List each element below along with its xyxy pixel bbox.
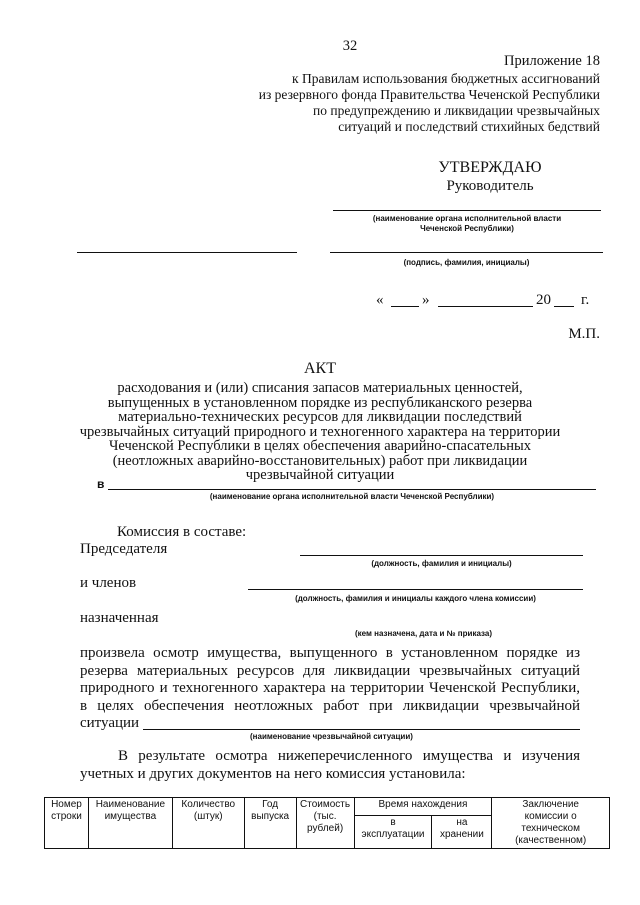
chairman-label: Председателя <box>80 541 168 557</box>
header-time-use <box>354 816 432 849</box>
header-text: Номер <box>51 799 82 810</box>
header-year <box>244 798 296 849</box>
situation-line <box>143 729 580 730</box>
header-text: в <box>390 817 396 829</box>
day-blank <box>391 306 419 307</box>
situation-prefix: ситуации <box>80 715 140 731</box>
header-number <box>45 798 89 849</box>
body-line: в целях обеспечения неотложных работ при ликвидации чрезвычайной <box>80 697 580 714</box>
header-cost <box>296 798 354 849</box>
subtitle-line: расходования и (или) списания запасов материальных ценностей, <box>117 380 523 396</box>
approval-date <box>376 291 606 311</box>
subtitle-line: чрезвычайной ситуации <box>245 467 395 483</box>
rules-reference <box>240 71 600 135</box>
header-text: Наименование <box>95 799 166 810</box>
subtitle-line: выпущенных в установленном порядке из республиканского резерва <box>107 394 533 411</box>
header-text: Заключение <box>522 799 579 810</box>
approve-label: УТВЕРЖДАЮ <box>438 159 542 176</box>
header-text: эксплуатации <box>361 829 425 841</box>
rules-line: из резервного фонда Правительства Чеченской Республики <box>258 87 600 102</box>
header-name <box>88 798 172 849</box>
header-conclusion <box>492 798 610 849</box>
members-label: и членов <box>80 575 137 591</box>
year-suffix: г. <box>581 292 590 308</box>
caption-line: (наименование органа исполнительной власти <box>372 214 562 223</box>
header-text: строки <box>51 811 82 822</box>
header-text: рублей) <box>307 823 344 834</box>
header-text: техническом <box>521 823 580 834</box>
org-name-caption <box>333 214 601 234</box>
page-number: 32 <box>342 38 358 54</box>
header-text: хранении <box>439 829 484 841</box>
header-time: Время нахождения <box>354 798 492 816</box>
act-subtitle <box>40 381 600 483</box>
header-text: комиссии о <box>524 811 577 822</box>
appointed-caption: (кем назначена, дата и № приказа) <box>355 629 492 638</box>
signature-line <box>77 252 297 253</box>
subtitle-line: чрезвычайных ситуаций природного и техногенного характера на территории <box>79 423 561 440</box>
header-text: (качественном) <box>515 835 587 846</box>
signature-caption: (подпись, фамилия, инициалы) <box>403 258 530 267</box>
header-time-store <box>432 816 492 849</box>
chairman-line <box>300 555 583 556</box>
header-text: на <box>456 817 468 829</box>
members-caption: (должность, фамилия и инициалы каждого члена комиссии) <box>295 594 536 603</box>
name-line <box>330 252 603 253</box>
rules-line: к Правилам использования бюджетных ассигнований <box>292 71 600 86</box>
quote-open: « <box>376 292 384 308</box>
rules-line: по предупреждению и ликвидации чрезвычайных <box>313 103 600 118</box>
inventory-table <box>44 797 610 849</box>
header-text: Количество <box>181 799 236 810</box>
result-paragraph <box>80 747 580 783</box>
header-text: Год <box>262 799 279 810</box>
chairman-caption: (должность, фамилия и инициалы) <box>371 559 512 568</box>
subtitle-line: Чеченской Республики в целях обеспечения аварийно-спасательных <box>108 438 532 454</box>
result-line: учетных и других документов на него комиссия установила: <box>80 766 466 782</box>
header-text: (штук) <box>193 811 223 822</box>
org-name-line-2 <box>108 489 596 490</box>
body-line: произвела осмотр имущества, выпущенного в установленном порядке из <box>80 645 580 661</box>
quote-close: » <box>422 292 430 308</box>
org-name-caption-2: (наименование органа исполнительной власти Чеченской Республики) <box>209 492 495 501</box>
in-prefix: в <box>97 477 105 491</box>
caption-line: Чеченской Республики) <box>420 224 514 233</box>
body-line: резерва материальных ресурсов для ликвидации чрезвычайных ситуаций <box>80 662 580 679</box>
header-text: выпуска <box>251 811 290 822</box>
header-text: Стоимость <box>300 799 351 810</box>
month-blank <box>438 306 533 307</box>
header-text: (тыс. <box>313 811 337 822</box>
header-quantity <box>172 798 244 849</box>
subtitle-line: материально-технических ресурсов для ликвидации последствий <box>118 409 522 425</box>
table-header-row <box>45 798 610 816</box>
body-line: природного и техногенного характера на территории Чеченской Республики, <box>80 680 580 696</box>
stamp-place: М.П. <box>568 326 600 342</box>
appendix-label: Приложение 18 <box>504 53 600 69</box>
situation-caption: (наименование чрезвычайной ситуации) <box>250 732 413 741</box>
rules-line: ситуаций и последствий стихийных бедствий <box>338 119 600 134</box>
body-paragraph <box>80 645 580 715</box>
subtitle-line: (неотложных аварийно-восстановительных) работ при ликвидации <box>112 452 528 469</box>
head-label: Руководитель <box>446 178 534 194</box>
year-prefix: 20 <box>536 292 551 308</box>
result-line: В результате осмотра нижеперечисленного имущества и изучения <box>118 748 580 764</box>
commission-label: Комиссия в составе: <box>117 524 247 540</box>
appointed-label: назначенная <box>80 610 159 626</box>
members-line <box>248 589 583 590</box>
org-name-line <box>333 210 601 211</box>
header-text: имущества <box>104 811 157 822</box>
year-blank <box>554 306 574 307</box>
act-title: АКТ <box>304 360 336 377</box>
